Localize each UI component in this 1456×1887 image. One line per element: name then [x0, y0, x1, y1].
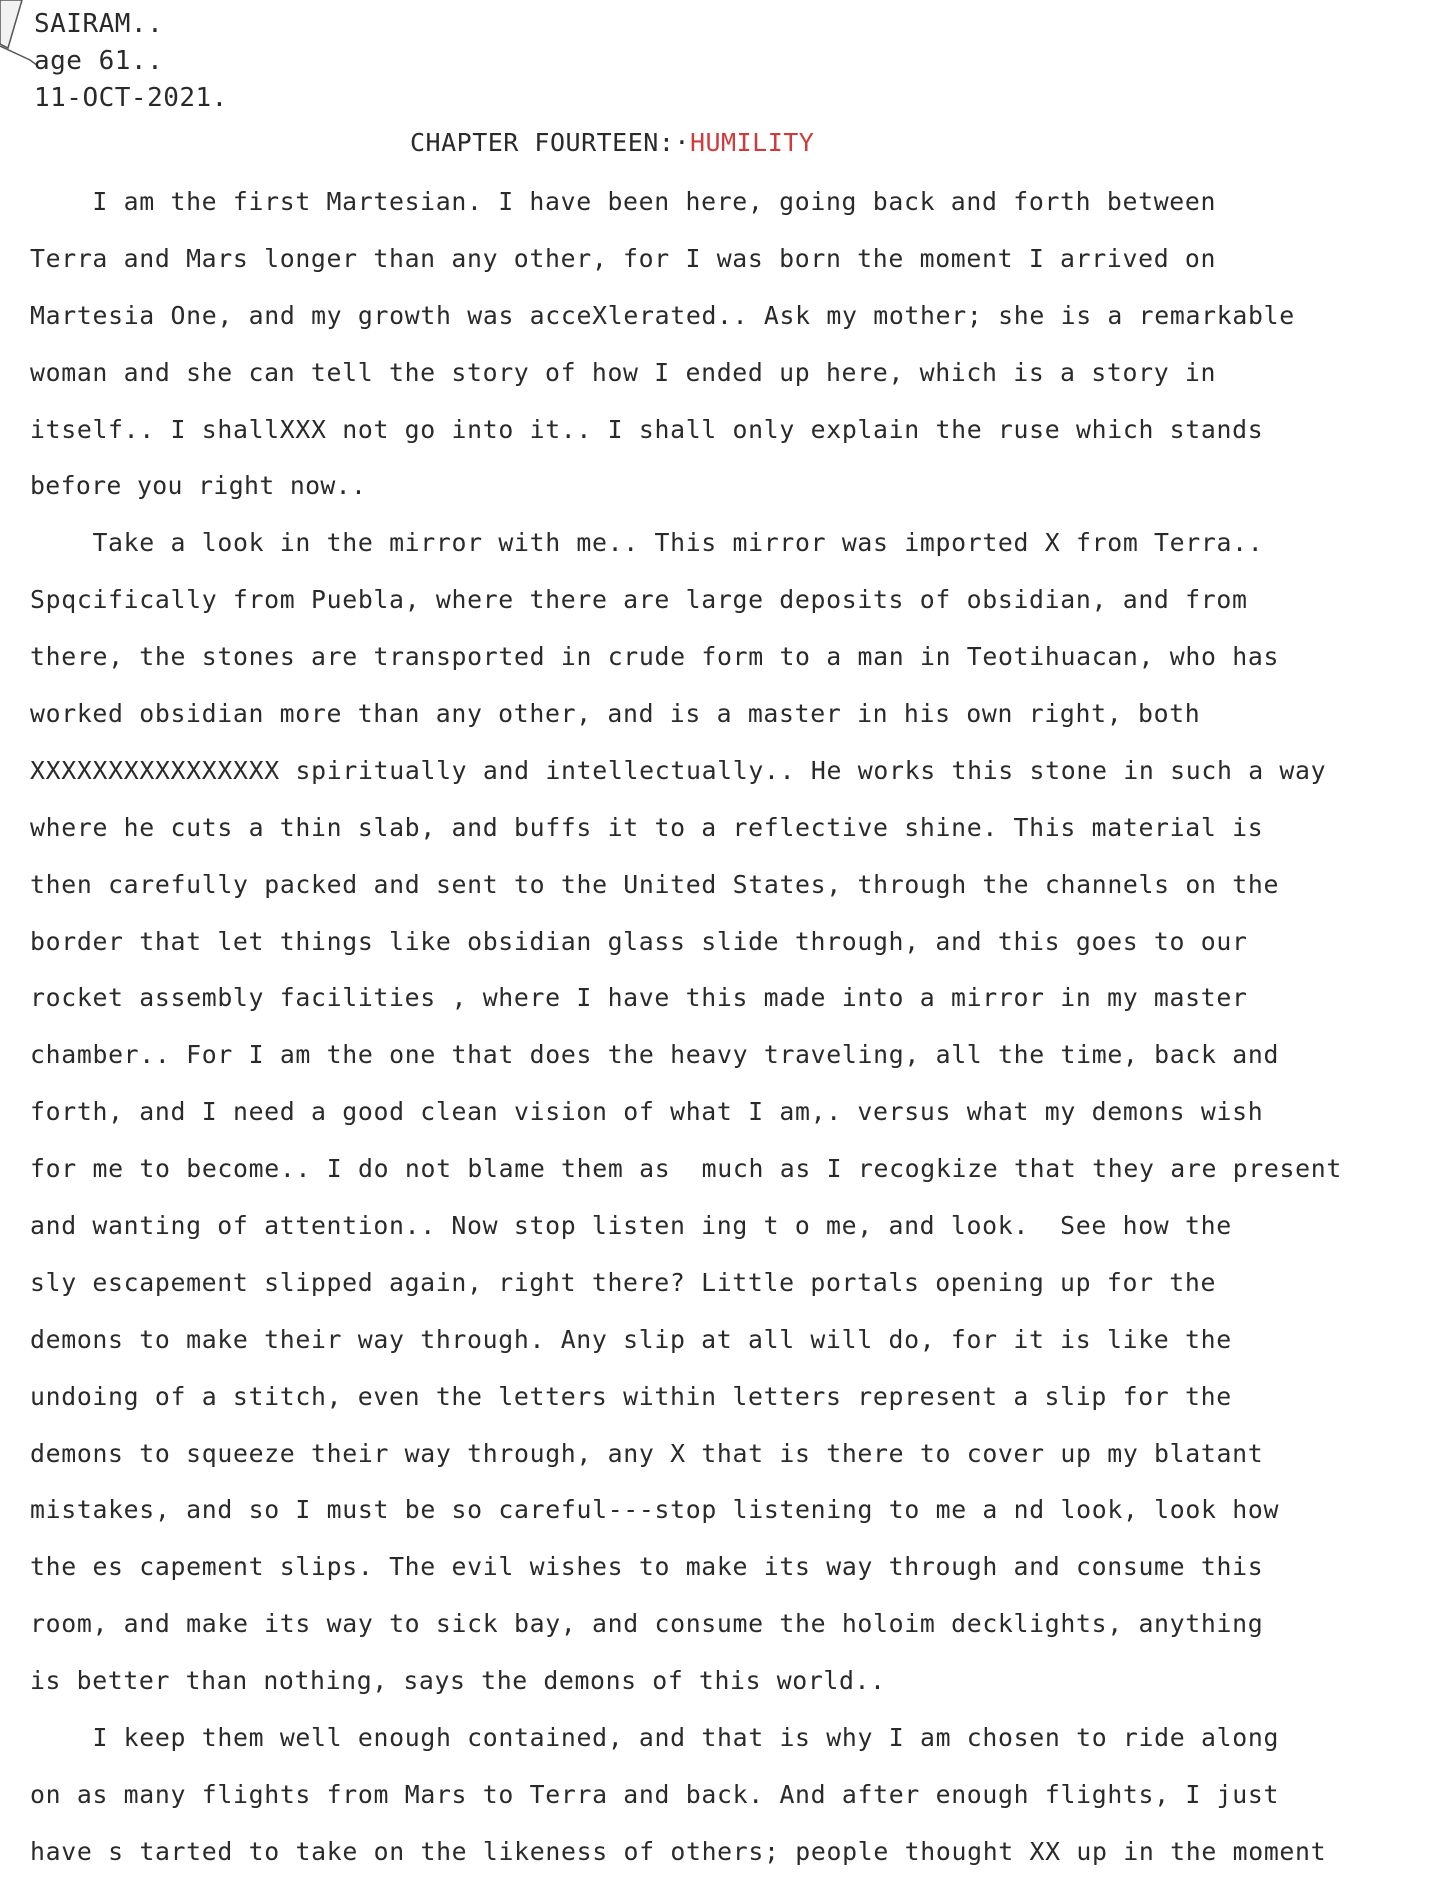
header-line-date: 11-OCT-2021.: [34, 83, 228, 113]
text-line: demons to squeeze their way through, any X that is there to cover up my blatant: [30, 1438, 1264, 1468]
text-line: room, and make its way to sick bay, and consume the holoim decklights, anything: [30, 1609, 1264, 1639]
text-line: and wanting of attention.. Now stop listen ing t o me, and look. See how the: [30, 1211, 1232, 1241]
text-line: there, the stones are transported in crude form to a man in Teotihuacan, who has: [30, 642, 1280, 672]
text-line: I am the first Martesian. I have been here, going back and forth between: [30, 187, 1217, 216]
text-line: for me to become.. I do not blame them as much as I recogkize that they are present: [30, 1154, 1343, 1184]
text-line: XXXXXXXXXXXXXXXX spiritually and intellectually.. He works this stone in such a way: [30, 755, 1327, 785]
text-line: undoing of a stitch, even the letters within letters represent a slip for the: [30, 1381, 1232, 1411]
text-line: demons to make their way through. Any slip at all will do, for it is like the: [30, 1324, 1232, 1354]
chapter-title: [410, 126, 814, 160]
text-line: sly escapement slipped again, right there? Little portals opening up for the: [30, 1267, 1217, 1297]
text-line: woman and she can tell the story of how I ended up here, which is a story in: [30, 357, 1217, 387]
text-line: have s tarted to take on the likeness of others; people thought XX up in the moment: [30, 1836, 1327, 1866]
text-line: Spqcifically from Pueblа, where there are large deposits of obsidian, and from: [30, 585, 1248, 615]
text-line: is better than nothing, says the demons of this world..: [30, 1666, 886, 1696]
chapter-name: HUMILITY: [689, 128, 815, 157]
text-line: chamber.. For I am the one that does the heavy traveling, all the time, back and: [30, 1040, 1280, 1070]
body-text: [30, 180, 1450, 1887]
text-line: where he cuts a thin slab, and buffs it to a reflective shine. This material is: [30, 812, 1264, 842]
header-line-page: age 61..: [34, 46, 164, 76]
chapter-prefix: CHAPTER FOURTEEN:·: [410, 128, 690, 157]
text-line: on as many flights from Mars to Terra and back. And after enough flights, I just: [30, 1779, 1280, 1809]
text-line: Martesia One, and my growth was acceXlerated.. Ask my mother; she is a remarkable: [30, 300, 1295, 330]
text-line: worked obsidian more than any other, and is a master in his own right, both: [30, 699, 1201, 729]
text-line: Terra and Mars longer than any other, for I was born the moment I arrived on: [30, 243, 1217, 273]
text-line: I keep them well enough contained, and that is why I am chosen to ride along: [30, 1723, 1280, 1753]
text-line: rocket assembly facilities , where I have this made into a mirror in my master: [30, 983, 1248, 1013]
text-line: then carefully packed and sent to the United States, through the channels on the: [30, 869, 1280, 899]
text-line: border that let things like obsidian glass slide through, and this goes to our: [30, 926, 1248, 956]
page-header: [34, 6, 228, 117]
text-line: itself.. I shallXXX not go into it.. I shall only explain the ruse which stands: [30, 414, 1264, 444]
text-line: before you right now..: [30, 471, 367, 501]
header-line-sairam: SAIRAM..: [34, 9, 164, 39]
text-line: forth, and I need a good clean vision of what I am,. versus what my demons wish: [30, 1097, 1264, 1127]
text-line: mistakes, and so I must be so careful---stop listening to me a nd look, look how: [30, 1495, 1280, 1525]
text-line: Take a look in the mirror with me.. This mirror was imported X from Terra..: [30, 528, 1264, 558]
text-line: the es capement slips. The evil wishes to make its way through and consume this: [30, 1552, 1264, 1582]
